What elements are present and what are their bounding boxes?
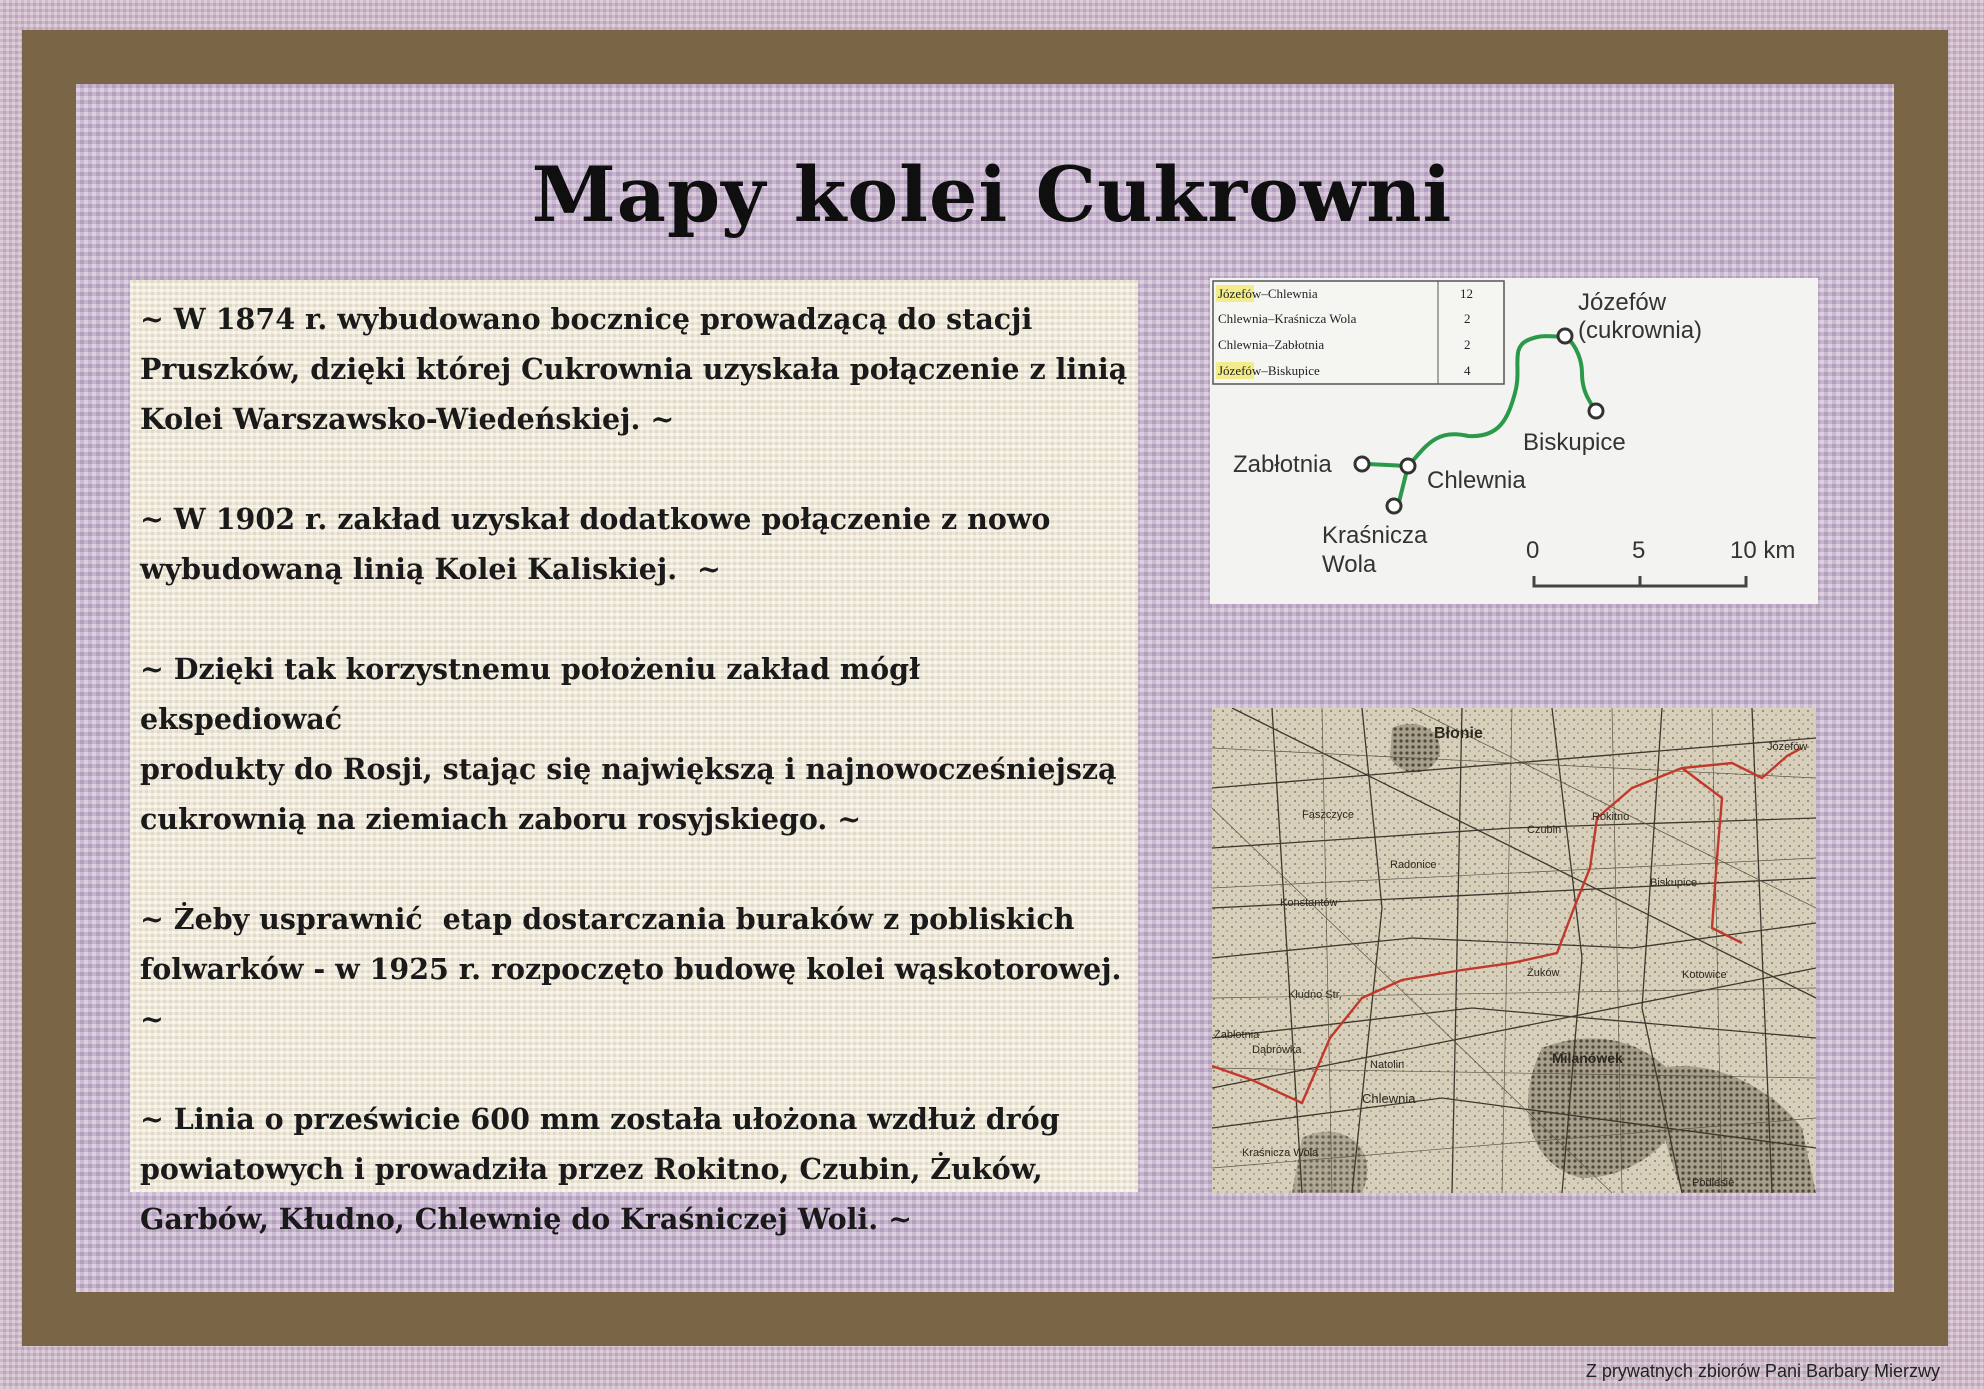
topo-label-krasnicza: Kraśnicza Wola xyxy=(1242,1147,1319,1159)
label-jozefow: Józefów xyxy=(1578,289,1667,316)
table-value-1: 12 xyxy=(1460,286,1473,301)
paragraph-1925: ~ Żeby usprawnić etap dostarczania buraków z pobliskich folwarków - w 1925 r. rozpoczęto budowę kolei wąskotorowej. ~ xyxy=(140,902,1122,1036)
photo-credit: Z prywatnych zbiorów Pani Barbary Mierzwy xyxy=(1585,1361,1940,1381)
topo-label-faszczyce: Faszczyce xyxy=(1302,809,1354,821)
station-biskupice-marker xyxy=(1589,404,1603,418)
paragraph-1874: ~ W 1874 r. wybudowano bocznicę prowadzącą do stacji Pruszków, dzięki której Cukrownia uzyskała połączenie z linią Kolei Warszawsko-Wiedeńskiej. ~ xyxy=(140,302,1128,436)
scheme-map-svg xyxy=(1210,278,1818,604)
topo-label-konstantow: Konstantów xyxy=(1280,897,1338,909)
label-biskupice: Biskupice xyxy=(1523,429,1626,456)
table-route-2: Chlewnia–Kraśnicza Wola xyxy=(1218,311,1357,326)
topo-label-biskupice: Biskupice xyxy=(1650,877,1698,889)
table-value-2: 2 xyxy=(1464,311,1471,326)
scale-tick-10: 10 km xyxy=(1730,537,1796,564)
station-zablotnia-marker xyxy=(1355,457,1369,471)
topo-label-dabrowka: Dąbrówka xyxy=(1252,1044,1302,1056)
topo-label-rokitno: Rokitno xyxy=(1592,811,1630,823)
scale-tick-5: 5 xyxy=(1632,537,1646,564)
station-chlewnia-marker xyxy=(1401,459,1415,473)
paragraph-1902: ~ W 1902 r. zakład uzyskał dodatkowe połączenie z nowo wybudowaną linią Kolei Kaliskiej. ~ xyxy=(140,502,1051,586)
topo-label-kotowice: Kotowice xyxy=(1682,969,1727,981)
topo-label-milanowek: Milanówek xyxy=(1552,1050,1623,1066)
topo-label-podlesie: Podlesie xyxy=(1692,1177,1735,1189)
topo-label-natolin: Natolin xyxy=(1370,1059,1405,1071)
label-krasnicza: Kraśnicza xyxy=(1322,522,1428,549)
text-panel xyxy=(130,280,1138,1236)
scheme-map xyxy=(1210,278,1818,604)
topo-label-jozefow: Józefów xyxy=(1767,741,1808,753)
scale-bar xyxy=(1526,537,1795,586)
topographic-map-svg xyxy=(1212,708,1816,1193)
topographic-map xyxy=(1212,708,1816,1193)
table-route-3: Chlewnia–Zabłotnia xyxy=(1218,337,1325,352)
topo-label-radonice: Radonice xyxy=(1390,859,1437,871)
rail-line-biskupice xyxy=(1565,336,1596,411)
page-title: Mapy kolei Cukrowni xyxy=(531,150,1453,239)
table-route-1: Józefów–Chlewnia xyxy=(1218,286,1318,301)
paragraph-russia: ~ Dzięki tak korzystnemu położeniu zakład mógł ekspediować produkty do Rosji, stając się największą i najnowocześniejszą cukrownią na ziemiach zaboru rosyjskiego. ~ xyxy=(140,652,1117,836)
scale-tick-0: 0 xyxy=(1526,537,1540,564)
topo-label-zukow: Żuków xyxy=(1527,967,1560,979)
topo-label-zablotnia: Zabłotnia xyxy=(1214,1029,1260,1041)
station-krasnicza-marker xyxy=(1387,499,1401,513)
topo-label-chlewnia: Chlewnia xyxy=(1362,1091,1416,1106)
topo-label-czubin: Czubin xyxy=(1527,824,1562,836)
topo-label-kludno: Kłudno Str. xyxy=(1288,989,1342,1001)
table-value-4: 4 xyxy=(1464,363,1471,378)
paragraph-600mm: ~ Linia o prześwicie 600 mm została ułożona wzdłuż dróg powiatowych i prowadziła przez Rokitno, Czubin, Żuków, Garbów, Kłudno, Chlewnię do Kraśniczej Woli. ~ xyxy=(140,1102,1060,1236)
table-route-4: Józefów–Biskupice xyxy=(1218,363,1320,378)
label-wola: Wola xyxy=(1322,551,1377,578)
table-value-3: 2 xyxy=(1464,337,1471,352)
label-zablotnia: Zabłotnia xyxy=(1233,451,1332,478)
topo-label-blonie: Błonie xyxy=(1434,725,1483,742)
label-cukrownia: (cukrownia) xyxy=(1578,317,1703,344)
station-jozefow-marker xyxy=(1558,329,1572,343)
label-chlewnia: Chlewnia xyxy=(1427,467,1526,494)
